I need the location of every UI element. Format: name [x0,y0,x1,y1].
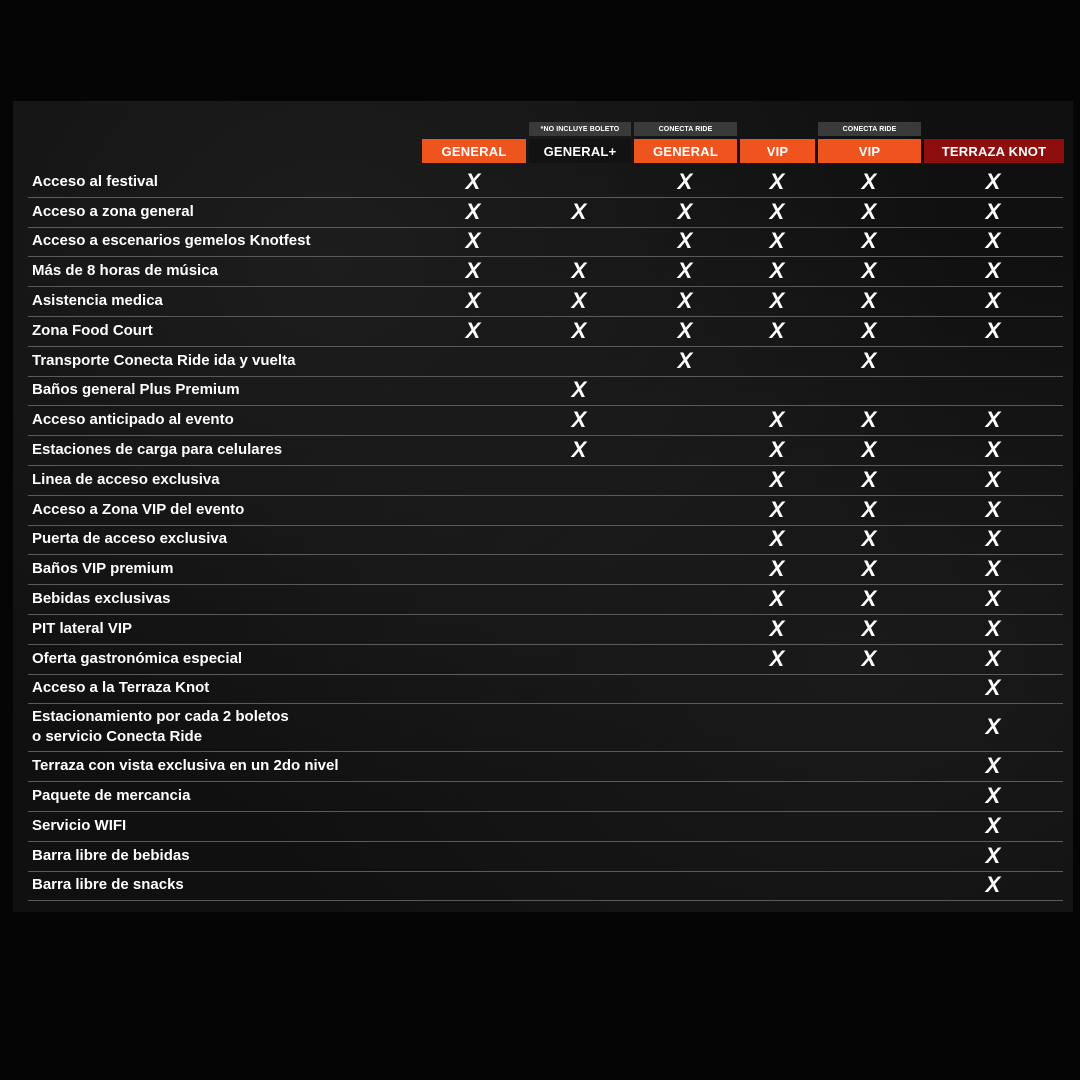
feature-row [28,584,1063,615]
check-mark-icon: X [769,198,785,224]
feature-label: Paquete de mercancia [32,787,191,805]
feature-label: Estaciones de carga para celulares [32,441,283,459]
check-mark-icon: X [769,645,785,671]
tier-header-vip: VIP [740,139,815,163]
check-mark-icon: X [861,496,877,522]
feature-row [28,614,1063,645]
check-mark-icon: X [571,258,587,284]
feature-label: Terraza con vista exclusiva en un 2do nivel [32,757,339,775]
check-mark-icon: X [677,317,693,343]
check-mark-icon: X [985,437,1001,463]
check-mark-icon: X [769,258,785,284]
feature-label: Acceso al festival [32,172,158,190]
check-mark-icon: X [677,168,693,194]
check-mark-icon: X [861,228,877,254]
check-mark-icon: X [985,496,1001,522]
check-mark-icon: X [985,288,1001,314]
feature-row [28,674,1063,705]
tier-header-conecta-vip: VIP [818,139,921,163]
check-mark-icon: X [677,258,693,284]
feature-row [28,495,1063,526]
check-mark-icon: X [571,377,587,403]
check-mark-icon: X [571,407,587,433]
tier-tag-conecta-general: CONECTA RIDE [634,122,737,136]
feature-row [28,781,1063,812]
feature-row [28,256,1063,287]
check-mark-icon: X [861,407,877,433]
feature-label: PIT lateral VIP [32,619,133,637]
feature-row [28,871,1063,902]
feature-row [28,227,1063,258]
check-mark-icon: X [861,258,877,284]
feature-row [28,405,1063,436]
check-mark-icon: X [769,526,785,552]
check-mark-icon: X [861,288,877,314]
tier-tag-general-plus: *NO INCLUYE BOLETO [529,122,631,136]
check-mark-icon: X [769,288,785,314]
check-mark-icon: X [861,347,877,373]
check-mark-icon: X [677,198,693,224]
feature-row [28,554,1063,585]
check-mark-icon: X [861,526,877,552]
feature-label: Acceso anticipado al evento [32,411,234,429]
tier-tag-conecta-vip: CONECTA RIDE [818,122,921,136]
check-mark-icon: X [985,556,1001,582]
check-mark-icon: X [985,407,1001,433]
feature-row [28,346,1063,377]
feature-label: Zona Food Court [32,321,153,339]
check-mark-icon: X [861,645,877,671]
feature-row [28,751,1063,782]
tier-header-general: GENERAL [422,139,526,163]
check-mark-icon: X [861,586,877,612]
tier-header-general-plus: GENERAL+ [529,139,631,163]
feature-label: Acceso a zona general [32,202,194,220]
feature-label: Linea de acceso exclusiva [32,470,220,488]
feature-row [28,197,1063,228]
feature-row [28,841,1063,872]
check-mark-icon: X [769,228,785,254]
feature-label: Acceso a escenarios gemelos Knotfest [32,232,311,250]
feature-label: Baños VIP premium [32,560,174,578]
check-mark-icon: X [677,288,693,314]
check-mark-icon: X [985,228,1001,254]
check-mark-icon: X [985,586,1001,612]
feature-row [28,435,1063,466]
check-mark-icon: X [769,556,785,582]
check-mark-icon: X [985,753,1001,779]
feature-label: Barra libre de snacks [32,876,184,894]
feature-row [28,286,1063,317]
check-mark-icon: X [769,466,785,492]
check-mark-icon: X [769,317,785,343]
check-mark-icon: X [769,615,785,641]
feature-row [28,525,1063,556]
check-mark-icon: X [985,615,1001,641]
feature-label: Oferta gastronómica especial [32,649,243,667]
feature-row [28,644,1063,675]
check-mark-icon: X [465,228,481,254]
feature-label: Más de 8 horas de música [32,262,218,280]
check-mark-icon: X [861,168,877,194]
feature-label: Estacionamiento por cada 2 boletos o servicio Conecta Ride [32,708,289,746]
feature-row [28,811,1063,842]
check-mark-icon: X [985,258,1001,284]
check-mark-icon: X [985,198,1001,224]
check-mark-icon: X [985,168,1001,194]
check-mark-icon: X [985,714,1001,740]
feature-label: Asistencia medica [32,292,163,310]
check-mark-icon: X [985,842,1001,868]
feature-label: Puerta de acceso exclusiva [32,530,228,548]
feature-row [28,703,1063,752]
feature-row [28,465,1063,496]
feature-row [28,167,1063,198]
feature-label: Acceso a Zona VIP del evento [32,500,245,518]
feature-row [28,376,1063,407]
check-mark-icon: X [465,258,481,284]
check-mark-icon: X [571,288,587,314]
check-mark-icon: X [465,288,481,314]
feature-label: Baños general Plus Premium [32,381,240,399]
check-mark-icon: X [985,783,1001,809]
check-mark-icon: X [861,198,877,224]
check-mark-icon: X [769,168,785,194]
feature-label: Barra libre de bebidas [32,846,190,864]
tier-header-conecta-general: GENERAL [634,139,737,163]
check-mark-icon: X [985,872,1001,898]
check-mark-icon: X [571,317,587,343]
check-mark-icon: X [985,675,1001,701]
check-mark-icon: X [861,556,877,582]
feature-label: Acceso a la Terraza Knot [32,679,210,697]
feature-label: Transporte Conecta Ride ida y vuelta [32,351,296,369]
check-mark-icon: X [861,437,877,463]
check-mark-icon: X [571,437,587,463]
check-mark-icon: X [677,228,693,254]
feature-row [28,316,1063,347]
check-mark-icon: X [985,645,1001,671]
check-mark-icon: X [861,466,877,492]
check-mark-icon: X [571,198,587,224]
check-mark-icon: X [985,526,1001,552]
check-mark-icon: X [677,347,693,373]
check-mark-icon: X [465,168,481,194]
feature-label: Bebidas exclusivas [32,590,171,608]
check-mark-icon: X [769,437,785,463]
check-mark-icon: X [465,198,481,224]
check-mark-icon: X [769,407,785,433]
feature-label: Servicio WIFI [32,816,127,834]
check-mark-icon: X [985,812,1001,838]
check-mark-icon: X [985,317,1001,343]
check-mark-icon: X [465,317,481,343]
check-mark-icon: X [985,466,1001,492]
check-mark-icon: X [861,615,877,641]
check-mark-icon: X [861,317,877,343]
check-mark-icon: X [769,586,785,612]
check-mark-icon: X [769,496,785,522]
tier-header-terraza: TERRAZA KNOT [924,139,1064,163]
